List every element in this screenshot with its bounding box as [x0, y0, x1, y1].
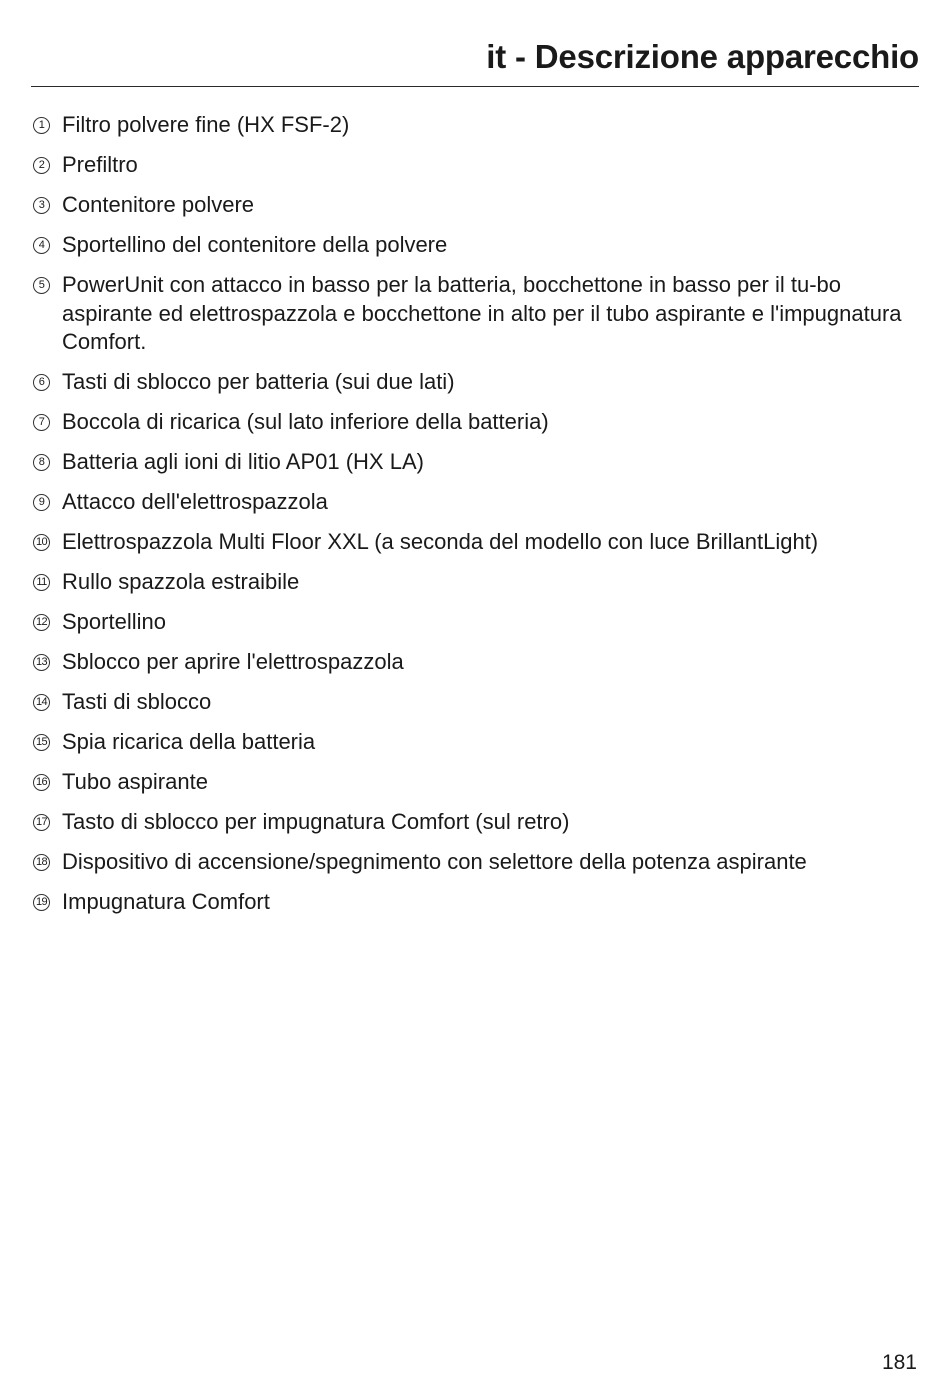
list-item	[31, 448, 911, 477]
list-item	[31, 688, 911, 717]
item-number-badge: 14	[33, 694, 50, 711]
item-description: Elettrospazzola Multi Floor XXL (a seconda del modello con luce BrillantLight)	[62, 529, 819, 554]
item-description: Tasto di sblocco per impugnatura Comfort (sul retro)	[62, 809, 570, 834]
list-item	[31, 568, 911, 597]
item-number-badge: 15	[33, 734, 50, 751]
item-description: Tasti di sblocco per batteria (sui due lati)	[62, 369, 455, 394]
item-description: Rullo spazzola estraibile	[62, 569, 300, 594]
page-number: 181	[881, 1351, 917, 1374]
list-item	[31, 231, 911, 260]
item-number-badge: 3	[33, 197, 50, 214]
list-item	[31, 368, 911, 397]
list-item	[31, 191, 911, 220]
item-number-badge: 5	[33, 277, 50, 294]
list-item	[31, 768, 911, 797]
list-item	[31, 608, 911, 637]
item-number-badge: 10	[33, 534, 50, 551]
list-item	[31, 111, 911, 140]
item-number-badge: 7	[33, 414, 50, 431]
list-item	[31, 648, 911, 677]
list-item	[31, 271, 911, 357]
item-number-badge: 16	[33, 774, 50, 791]
item-number-badge: 4	[33, 237, 50, 254]
list-item	[31, 488, 911, 517]
item-description: Tasti di sblocco	[62, 689, 212, 714]
list-item	[31, 888, 911, 917]
item-description: Prefiltro	[62, 152, 138, 177]
page-title: it - Descrizione apparecchio	[486, 38, 919, 75]
item-number-badge: 1	[33, 117, 50, 134]
item-number-badge: 19	[33, 894, 50, 911]
list-item	[31, 528, 911, 557]
item-number-badge: 18	[33, 854, 50, 871]
list-item	[31, 848, 911, 877]
page-header	[31, 34, 919, 87]
item-description: Sblocco per aprire l'elettrospazzola	[62, 649, 404, 674]
item-description: Filtro polvere fine (HX FSF-2)	[62, 112, 350, 137]
item-description: Dispositivo di accensione/spegnimento con selettore della potenza aspirante	[62, 849, 807, 874]
item-number-badge: 2	[33, 157, 50, 174]
list-item	[31, 151, 911, 180]
item-number-badge: 12	[33, 614, 50, 631]
item-number-badge: 17	[33, 814, 50, 831]
list-item	[31, 728, 911, 757]
item-description: Tubo aspirante	[62, 769, 208, 794]
item-description: PowerUnit con attacco in basso per la batteria, bocchettone in basso per il tu-bo aspirante ed elettrospazzola e bocchettone in alto per il tubo aspirante e l'impugnatura Comfort.	[62, 272, 902, 354]
item-description: Contenitore polvere	[62, 192, 255, 217]
item-number-badge: 11	[33, 574, 50, 591]
list-item	[31, 408, 911, 437]
list-item	[31, 808, 911, 837]
component-legend-list	[31, 111, 911, 928]
item-number-badge: 6	[33, 374, 50, 391]
item-description: Boccola di ricarica (sul lato inferiore della batteria)	[62, 409, 549, 434]
item-number-badge: 13	[33, 654, 50, 671]
item-number-badge: 9	[33, 494, 50, 511]
item-description: Spia ricarica della batteria	[62, 729, 316, 754]
item-number-badge: 8	[33, 454, 50, 471]
item-description: Impugnatura Comfort	[62, 889, 270, 914]
item-description: Attacco dell'elettrospazzola	[62, 489, 328, 514]
item-description: Sportellino del contenitore della polvere	[62, 232, 448, 257]
item-description: Batteria agli ioni di litio AP01 (HX LA)	[62, 449, 424, 474]
item-description: Sportellino	[62, 609, 166, 634]
